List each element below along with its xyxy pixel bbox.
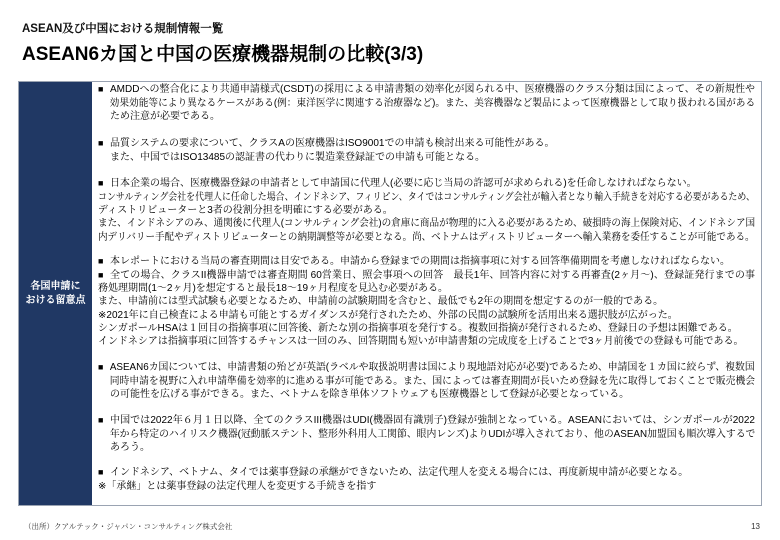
- line-text: 品質システムの要求について、クラスAの医療機器はISO9001での申請も検討出来る可能性がある。: [110, 138, 555, 150]
- line-text: また、中国ではISO13485の認証書の代わりに製造業登録証での申請も可能となる。: [110, 151, 486, 163]
- bullet-marker: ■: [98, 138, 104, 149]
- line-text: あろう。: [110, 441, 150, 453]
- bullet-marker: ■: [98, 467, 104, 478]
- line-text: ※2021年に自己検査による申請も可能とするガイダンスが発行されたため、外部の民間の試験所を活用出来る選択肢が広がった。: [98, 309, 678, 321]
- text-line: [98, 110, 755, 123]
- line-text: 効果効能等により異なるケースがある(例：東洋医学に関連する治療器など)。また、美容機器など製品によって医療機器として取り扱われる国がある: [109, 97, 756, 109]
- text-line: [98, 151, 755, 164]
- text-line: [98, 480, 755, 493]
- text-line: [98, 137, 755, 150]
- bullet-marker: ■: [98, 415, 104, 426]
- line-text: 中国では2022年６月１日以降、全てのクラスIII機器はUDI(機器固有識別子)登録が強制となっている。ASEANにおいては、シンガポールが2022: [110, 415, 755, 427]
- text-line: [98, 97, 756, 110]
- line-text: ※「承継」とは薬事登録の法定代理人を変更する手続きを指す: [98, 480, 377, 492]
- bullet-marker: ■: [98, 256, 104, 267]
- note-item: [98, 361, 755, 401]
- page-number: 13: [751, 522, 760, 531]
- note-item: [98, 177, 755, 244]
- text-line: [98, 322, 755, 335]
- text-line: [98, 255, 755, 268]
- line-text: 同時申請を視野に入れ申請準備を効率的に進める事が可能である。また、国によっては審査期間が長いため登録を先に取得しておくことで販売機会: [109, 375, 756, 387]
- note-item: [98, 83, 755, 123]
- text-line: [98, 269, 755, 282]
- text-line: [98, 361, 755, 374]
- text-line: [98, 231, 755, 244]
- text-line: [98, 295, 755, 308]
- text-line: [98, 217, 756, 230]
- line-text: また、申請前には型式試験も必要となるため、申請前の試験期間を含むと、最低でも2年の期間を想定するのが一般的である。: [98, 296, 664, 308]
- line-text: シンガポールHSAは１回目の指摘事項に回答後、新たな別の指摘事項を発行する。複数回指摘が発行されるため、登録日の予想は困難である。: [98, 323, 738, 335]
- line-text: ため注意が必要である。: [110, 110, 220, 122]
- text-line: [98, 375, 756, 388]
- line-text: の可能性を広げる事ができる。また、ベトナムを除き単体ソフトウェアも医療機器として登録が必要となっている。: [110, 388, 630, 400]
- text-line: [98, 466, 755, 479]
- text-line: [98, 309, 755, 322]
- line-text: 務処理期間(1～2ヶ月)を想定すると最長18～19ヶ月程度を見込む必要がある。: [98, 282, 449, 294]
- text-line: [98, 335, 755, 348]
- line-text: また、インドネシアのみ、通関後に代理人(コンサルティング会社)の倉庫に商品が物理的に入る必要があるため、破損時の海上保険対応、インドネシア国: [98, 218, 756, 230]
- line-text: インドネシアは指摘事項に回答するチャンスは一回のみ、回答期間も短いが申請書類の完成度を上げることで3ヶ月前後での登録も可能である。: [98, 336, 744, 348]
- note-item: [98, 269, 755, 349]
- note-item: [98, 414, 755, 454]
- note-item: [98, 466, 755, 493]
- text-line: [98, 414, 755, 427]
- line-text: ASEAN6カ国については、申請書類の殆どが英語(ラベルや取扱説明書は国により現地語対応が必要)であるため、申請国を１カ国に絞らず、複数国: [109, 362, 755, 374]
- line-text: 全ての場合、クラスII機器申請では審査期間 60営業日、照会事項への回答 最長1年、回答内容に対する再審査(2ヶ月～)、登録証発行までの事: [110, 269, 755, 281]
- bullet-marker: ■: [98, 84, 104, 95]
- text-line: [98, 204, 755, 217]
- line-text: 日本企業の場合、医療機器登録の申請者として申請国に代理人(必要に応じ当局の許認可が求められる)を任命しなければならない。: [110, 178, 697, 190]
- text-line: [98, 441, 755, 454]
- line-text: 内デリバリー手配やディストリビューターとの納期調整等が必要となる。尚、ベトナムはディストリビューターへ輸入業務を委任することが可能である。: [98, 231, 755, 243]
- notes-cell: [92, 82, 761, 505]
- bullet-marker: ■: [98, 269, 104, 280]
- bullet-marker: ■: [98, 178, 104, 189]
- line-text: コンサルティング会社を代理人に任命した場合、インドネシア、フィリピン、タイではコンサルティング会社が輸入者となり輸入手続きを対応する必要があるため、: [98, 191, 755, 203]
- row-label-line: 各国申請に: [30, 280, 81, 292]
- line-text: 本レポートにおける当局の審査期間は目安である。申請から登録までの期間は指摘事項に対する回答準備期間を考慮しなければならない。: [110, 256, 730, 268]
- text-line: [98, 191, 755, 204]
- source-note: （出所）クアルテック・ジャパン・コンサルティング株式会社: [24, 522, 233, 531]
- text-line: [98, 388, 755, 401]
- text-line: [98, 83, 755, 96]
- notes-table: [18, 81, 762, 506]
- text-line: [98, 428, 756, 441]
- line-text: AMDDへの整合化により共通申請様式(CSDT)の採用による申請書類の効率化が図られる中、医療機器のクラス分類は国によって、その新規性や: [110, 84, 755, 96]
- row-label-line: おける留意点: [25, 294, 86, 306]
- line-text: インドネシア、ベトナム、タイでは薬事登録の承継ができないため、法定代理人を変える場合には、再度新規申請が必要となる。: [110, 467, 689, 479]
- page-title: ASEAN6カ国と中国の医療機器規制の比較(3/3): [22, 44, 424, 65]
- line-text: ディストリビューターと3者の役割分担を明確にする必要がある。: [98, 204, 393, 216]
- line-text: 年から特定のハイリスク機器(冠動脈ステント、整形外科用人工関節、眼内レンズ)よりUDIが導入されており、他のASEAN加盟国も順次導入するで: [109, 428, 756, 440]
- note-item: [98, 137, 755, 164]
- note-item: [98, 255, 755, 268]
- text-line: [98, 177, 755, 190]
- section-label: ASEAN及び中国における規制情報一覧: [22, 23, 224, 35]
- row-label-cell: [19, 82, 92, 505]
- bullet-marker: ■: [98, 362, 104, 373]
- text-line: [98, 282, 755, 295]
